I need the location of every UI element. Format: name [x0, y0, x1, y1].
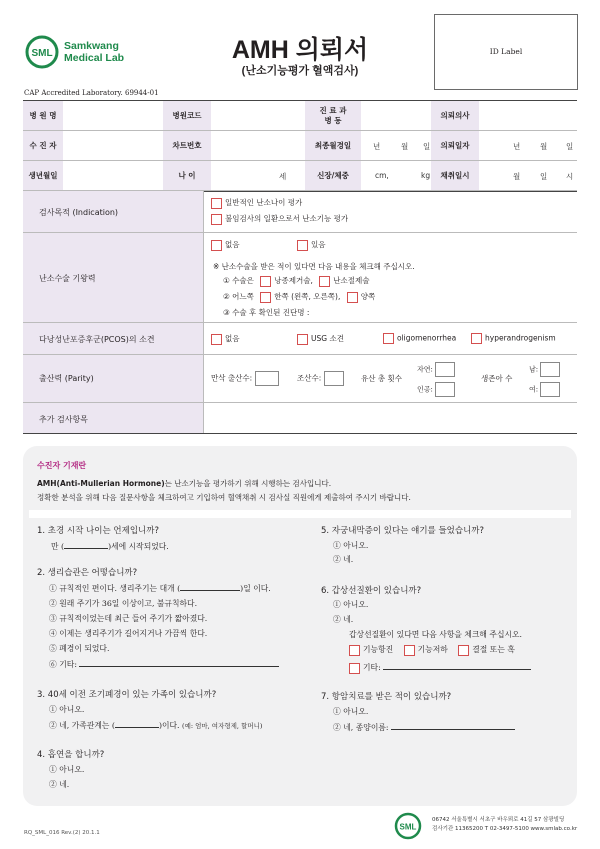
unit-day: 일 [566, 142, 574, 151]
answer-2-1[interactable] [49, 582, 271, 594]
option-label: 결절 또는 혹 [472, 645, 515, 654]
option-label: 없음 [225, 240, 240, 249]
collection-time-label: 채취일시 [431, 161, 479, 191]
purpose-label: 검사목적 (Indication) [39, 208, 119, 217]
sml-logo-icon [24, 34, 60, 70]
preterm-field [297, 371, 344, 386]
checkbox-nodule[interactable] [458, 645, 469, 656]
id-label-box: ID Label [434, 14, 578, 90]
surgery-side-line [223, 291, 375, 303]
field-label: 남: [529, 365, 539, 374]
female-input[interactable] [540, 382, 560, 397]
answer-note: (예: 엄마, 여자형제, 할머니) [182, 722, 263, 730]
lab-logo [24, 34, 152, 70]
request-date-label: 의뢰일자 [431, 131, 479, 160]
question-1: 1. 초경 시작 나이는 언제입니까? [37, 526, 159, 536]
checkbox[interactable] [383, 333, 394, 344]
question-2: 2. 생리습관은 어떻습니까? [37, 568, 138, 578]
question-6: 6. 갑상선질환이 있습니까? [321, 586, 422, 596]
line-prefix: ① 수술은 [223, 276, 254, 285]
pcos-section [23, 323, 577, 355]
unit-kg: kg [421, 171, 431, 180]
question-4: 4. 흡연을 합니까? [37, 750, 105, 760]
field-label: 자연: [417, 365, 433, 374]
answer-2-6[interactable] [49, 658, 279, 670]
additional-tests-section [23, 403, 577, 434]
question-7: 7. 항암치료를 받은 적이 있습니까? [321, 692, 452, 702]
svg-text:SML: SML [31, 48, 53, 59]
patient-questionnaire-panel [23, 446, 577, 806]
living-children-label: 생존아 수 [481, 374, 513, 383]
answer-text: 만 ( [51, 542, 65, 551]
option-label: oligomenorrhea [397, 333, 457, 343]
unit-hour: 시 [566, 172, 574, 181]
option-label: 기타: [363, 663, 381, 672]
answer-4-1[interactable]: ① 아니오. [49, 765, 85, 774]
checkbox[interactable] [297, 240, 308, 251]
clinical-info-section [23, 190, 577, 434]
field-label: 여: [529, 385, 539, 394]
option-label: 없음 [225, 334, 240, 343]
surgery-history-section [23, 233, 577, 323]
question-3: 3. 40세 이전 조기폐경이 있는 가족이 있습니까? [37, 690, 217, 700]
answer-text: ② 네, 종양이름: [333, 723, 389, 732]
birthdate-label: 생년월일 [23, 161, 63, 191]
checkbox-hyper[interactable] [349, 645, 360, 656]
thyroid-other [349, 661, 531, 674]
line-prefix: ② 어느쪽 [223, 292, 254, 301]
abortion-induced-field [417, 382, 455, 397]
option-label: 불임검사의 일환으로서 난소기능 평가 [225, 214, 349, 223]
purpose-option-infertility[interactable] [211, 213, 348, 225]
tumor-name-input[interactable] [391, 721, 515, 730]
unit-month: 월 [540, 142, 548, 151]
menarche-age-input[interactable] [64, 540, 108, 549]
unit-day: 일 [540, 172, 548, 181]
abortion-natural-field [417, 362, 455, 377]
answer-4-2[interactable]: ② 네. [49, 780, 70, 789]
thyroid-note: 갑상선질환이 있다면 다음 사항을 체크해 주십시오. [349, 630, 523, 639]
pcos-label: 다낭성난포증후군(PCOS)의 소견 [39, 335, 155, 344]
panel-heading: 수진자 기재란 [37, 461, 87, 470]
pcos-hyper-option[interactable] [471, 333, 556, 344]
form-code: RQ_SML_016 Rev.(2) 20.1.1 [24, 830, 100, 836]
surgery-type-line [223, 275, 369, 287]
answer-3-2[interactable] [49, 719, 262, 731]
svg-text:SML: SML [399, 822, 417, 832]
page-title: AMH 의뢰서 [231, 36, 369, 64]
other-input[interactable] [79, 658, 279, 667]
unit-day: 일 [423, 142, 431, 151]
height-weight-label: 신장/체중 [305, 161, 361, 191]
cycle-days-input[interactable] [180, 582, 240, 591]
checkbox[interactable] [211, 334, 222, 345]
answer-7-2[interactable] [333, 721, 515, 733]
answer-5-1[interactable]: ① 아니오. [333, 541, 369, 550]
answer-3-1[interactable]: ① 아니오. [49, 705, 85, 714]
answer-text: )세에 시작되었다. [108, 542, 169, 551]
answer-2-2[interactable]: ② 원래 주기가 36일 이상이고, 불규칙하다. [49, 599, 198, 608]
question-5: 5. 자궁내막증이 있다는 얘기를 들었습니까? [321, 526, 485, 536]
checkbox-cystectomy[interactable] [260, 276, 271, 287]
answer-5-2[interactable]: ② 네. [333, 555, 354, 564]
unit-month: 월 [513, 172, 521, 181]
hospital-code-label: 병원코드 [163, 101, 211, 130]
answer-text: )이다. [158, 721, 180, 730]
living-female-field [529, 382, 560, 397]
checkbox[interactable] [211, 198, 222, 209]
request-info-table [23, 100, 577, 192]
pcos-no-option[interactable] [211, 333, 240, 345]
answer-6-2[interactable]: ② 네. [333, 615, 354, 624]
option-label: 기능저하 [417, 645, 448, 654]
option-label: 한쪽 (왼쪽, 오른쪽), [274, 292, 341, 301]
family-relation-input[interactable] [115, 719, 159, 728]
unit-year: 년 [373, 142, 381, 151]
answer-1 [51, 540, 169, 552]
additional-tests-label: 추가 검사항목 [39, 415, 88, 424]
option-label: 난소절제술 [333, 276, 370, 285]
checkbox[interactable] [211, 240, 222, 251]
answer-text: ① 규칙적인 편이다. 생리주기는 대개 ( [49, 584, 181, 593]
panel-intro-2: 정확한 분석을 위해 다음 질문사항을 체크하여고 기입하여 혈액채취 시 검사실 직원에게 제출하여 주시기 바랍니다. [37, 493, 411, 502]
option-label: 양쪽 [360, 292, 376, 301]
option-label: hyperandrogenism [485, 333, 556, 343]
pcos-oligo-option[interactable] [383, 333, 456, 344]
logo-wordmark [64, 40, 124, 64]
logo-line-2: Medical Lab [64, 52, 125, 64]
living-male-field [529, 362, 560, 377]
chart-number-label: 차트번호 [163, 131, 211, 160]
checkbox[interactable] [211, 214, 222, 225]
unit-cm: cm, [375, 171, 389, 180]
surgery-no-option[interactable] [211, 239, 240, 251]
department-label-line1: 진 료 과 [319, 105, 347, 115]
field-label: 만삭 출산수: [211, 373, 253, 383]
fullterm-input[interactable] [255, 371, 279, 386]
field-label: 조산수: [297, 373, 322, 383]
pcos-usg-option[interactable] [297, 333, 344, 345]
answer-2-5[interactable]: ⑤ 폐경이 되었다. [49, 644, 110, 653]
induced-input[interactable] [435, 382, 455, 397]
fullterm-field [211, 371, 279, 386]
divider [29, 510, 571, 518]
page-subtitle: (난소기능평가 혈액검사) [241, 65, 359, 77]
table-row [23, 101, 577, 131]
purpose-section [23, 191, 577, 233]
surgery-label: 난소수술 기왕력 [39, 274, 96, 283]
intro-text: 는 난소기능을 평가하기 위해 시행하는 검사입니다. [164, 479, 332, 488]
thyroid-other-input[interactable] [383, 661, 531, 670]
option-label: 일반적인 난소나이 평가 [225, 198, 303, 207]
answer-2-3[interactable]: ③ 규칙적이었는데 최근 들어 주기가 짧아졌다. [49, 614, 208, 623]
checkbox-other[interactable] [349, 663, 360, 674]
unit-month: 월 [401, 142, 409, 151]
parity-label: 출산력 (Parity) [39, 374, 94, 383]
table-row [23, 131, 577, 161]
checkbox-oophorectomy[interactable] [319, 276, 330, 287]
address-line: 06742 서울특별시 서초구 바우뫼로 41길 57 삼광빌딩 [432, 817, 565, 823]
option-label: 낭종제거술, [274, 276, 313, 285]
hospital-label: 병 원 명 [23, 101, 63, 130]
table-row [23, 161, 577, 191]
amh-term: AMH(Anti-Mullerian Hormone) [37, 479, 165, 488]
unit-year: 년 [513, 142, 521, 151]
age-label: 나 이 [163, 161, 211, 191]
answer-text: ② 네, 가족관계는 ( [49, 721, 115, 730]
doctor-label: 의뢰의사 [431, 101, 479, 130]
patient-label: 수 진 자 [23, 131, 63, 160]
contact-line: 검사기관 11365200 T 02-3497-5100 www.smlab.co.kr [432, 826, 578, 832]
parity-section [23, 355, 577, 403]
checkbox-both-sides[interactable] [347, 292, 358, 303]
footer-address [432, 816, 577, 834]
additional-tests-input[interactable] [205, 405, 575, 431]
natural-input[interactable] [435, 362, 455, 377]
answer-text: ⑥ 기타: [49, 660, 77, 669]
answer-text: )일 이다. [240, 584, 271, 593]
unit-age: 세 [279, 172, 287, 181]
panel-intro-1 [37, 478, 331, 489]
answer-2-4[interactable]: ④ 이제는 생리주기가 길어지거나 가끔씩 한다. [49, 629, 208, 638]
male-input[interactable] [540, 362, 560, 377]
purpose-option-general[interactable] [211, 197, 302, 209]
option-label: USG 소견 [311, 334, 344, 343]
department-label-line2: 병 동 [324, 115, 342, 125]
checkbox-one-side[interactable] [260, 292, 271, 303]
thyroid-options [349, 644, 515, 656]
preterm-input[interactable] [324, 371, 344, 386]
surgery-note: ※ 난소수술을 받은 적이 있다면 다음 내용을 체크해 주십시오. [213, 262, 415, 271]
last-period-label: 최종월경일 [305, 131, 361, 160]
checkbox-hypo[interactable] [404, 645, 415, 656]
surgery-yes-option[interactable] [297, 239, 326, 251]
accreditation-text: CAP Accredited Laboratory. 69944-01 [24, 89, 159, 97]
checkbox[interactable] [297, 334, 308, 345]
field-label: 인공: [417, 385, 433, 394]
checkbox[interactable] [471, 333, 482, 344]
option-label: 있음 [311, 240, 326, 249]
sml-logo-icon [394, 812, 422, 840]
logo-line-1: Samkwang [64, 40, 119, 52]
surgery-diagnosis-line: ③ 수술 후 확인된 진단명 : [223, 308, 310, 317]
abortion-total-label: 유산 총 횟수 [361, 374, 402, 383]
answer-7-1[interactable]: ① 아니오. [333, 707, 369, 716]
department-label [305, 101, 361, 130]
answer-6-1[interactable]: ① 아니오. [333, 600, 369, 609]
option-label: 기능항진 [363, 645, 394, 654]
